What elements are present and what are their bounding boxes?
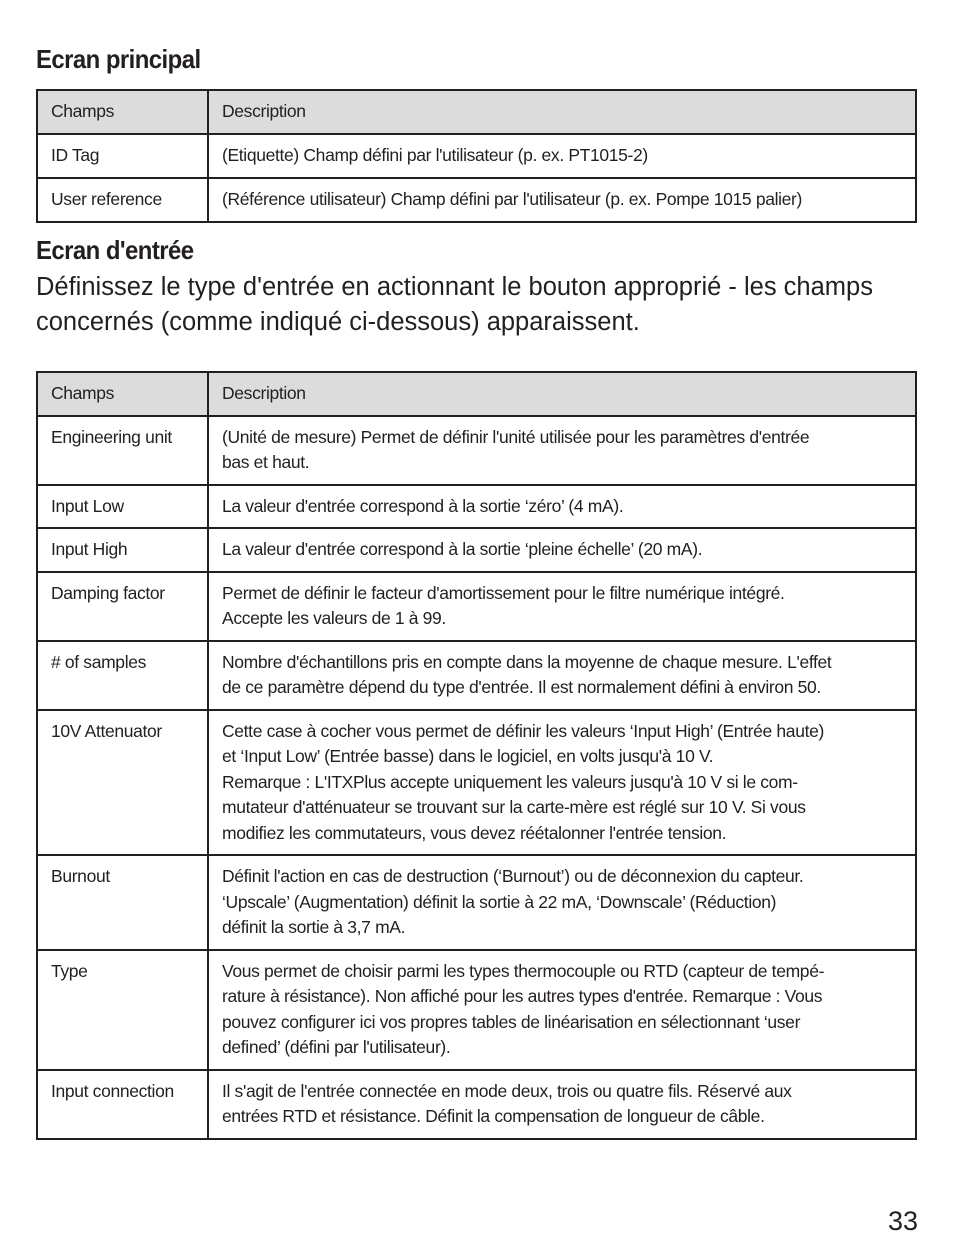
cell-field-name: User reference [37,178,208,222]
cell-description: (Etiquette) Champ défini par l'utilisateur (p. ex. PT1015-2) [208,134,916,178]
table-row [37,710,916,856]
table-row [37,178,916,222]
table-row [37,950,916,1070]
table-row [37,572,916,641]
cell-field-name: Engineering unit [37,416,208,485]
cell-description: (Référence utilisateur) Champ défini par l'utilisateur (p. ex. Pompe 1015 palier) [208,178,916,222]
cell-description: Cette case à cocher vous permet de définir les valeurs ‘Input High’ (Entrée haute) et ‘Input Low’ (Entrée basse) dans le logiciel, en volts jusqu'à 10 V. Remarque : L'ITXPlus accepte uniquement les valeurs jusqu'à 10 V si le com- mutateur d'atténuateur se trouvant sur la carte-mère est réglé sur 10 V. Si vous modifiez les commutateurs, vous devez réétalonner l'entrée tension. [208,710,916,856]
table-row [37,528,916,572]
cell-field-name: Type [37,950,208,1070]
input-screen-intro-text: Définissez le type d'entrée en actionnant le bouton approprié - les champs concernés (comme indiqué ci-dessous) apparaissent. [36,273,873,336]
column-header-champs: Champs [37,90,208,134]
cell-field-name: Input Low [37,485,208,529]
cell-description: Permet de définir le facteur d'amortissement pour le filtre numérique intégré. Accepte les valeurs de 1 à 99. [208,572,916,641]
column-header-description: Description [208,372,916,416]
section-title-main-screen: Ecran principal [36,44,201,74]
input-screen-fields-table [36,371,917,1140]
table-header-row [37,372,916,416]
table-row [37,416,916,485]
table-row [37,1070,916,1139]
cell-description: La valeur d'entrée correspond à la sortie ‘zéro’ (4 mA). [208,485,916,529]
table-header-row [37,90,916,134]
table-row [37,485,916,529]
cell-field-name: Damping factor [37,572,208,641]
cell-field-name: 10V Attenuator [37,710,208,856]
cell-field-name: ID Tag [37,134,208,178]
column-header-description: Description [208,90,916,134]
cell-description: Définit l'action en cas de destruction (‘Burnout’) ou de déconnexion du capteur. ‘Upscale’ (Augmentation) définit la sortie à 22 mA, ‘Downscale’ (Réduction) définit la sortie à 3,7 mA. [208,855,916,950]
cell-description: Vous permet de choisir parmi les types thermocouple ou RTD (capteur de tempé- rature à résistance). Non affiché pour les autres types d'entrée. Remarque : Vous pouvez configurer ici vos propres tables de linéarisation en sélectionnant ‘user defined’ (défini par l'utilisateur). [208,950,916,1070]
cell-field-name: Input High [37,528,208,572]
cell-description: (Unité de mesure) Permet de définir l'unité utilisée pour les paramètres d'entrée bas et haut. [208,416,916,485]
cell-description: Il s'agit de l'entrée connectée en mode deux, trois ou quatre fils. Réservé aux entrées RTD et résistance. Définit la compensation de longueur de câble. [208,1070,916,1139]
table-row [37,134,916,178]
table-row [37,641,916,710]
table-row [37,855,916,950]
cell-description: Nombre d'échantillons pris en compte dans la moyenne de chaque mesure. L'effet de ce paramètre dépend du type d'entrée. Il est normalement défini à environ 50. [208,641,916,710]
column-header-champs: Champs [37,372,208,416]
main-screen-fields-table [36,89,917,223]
cell-field-name: # of samples [37,641,208,710]
cell-description: La valeur d'entrée correspond à la sortie ‘pleine échelle’ (20 mA). [208,528,916,572]
cell-field-name: Input connection [37,1070,208,1139]
section-title-input-screen: Ecran d'entrée [36,235,194,265]
cell-field-name: Burnout [37,855,208,950]
page-number: 33 [887,1206,918,1236]
